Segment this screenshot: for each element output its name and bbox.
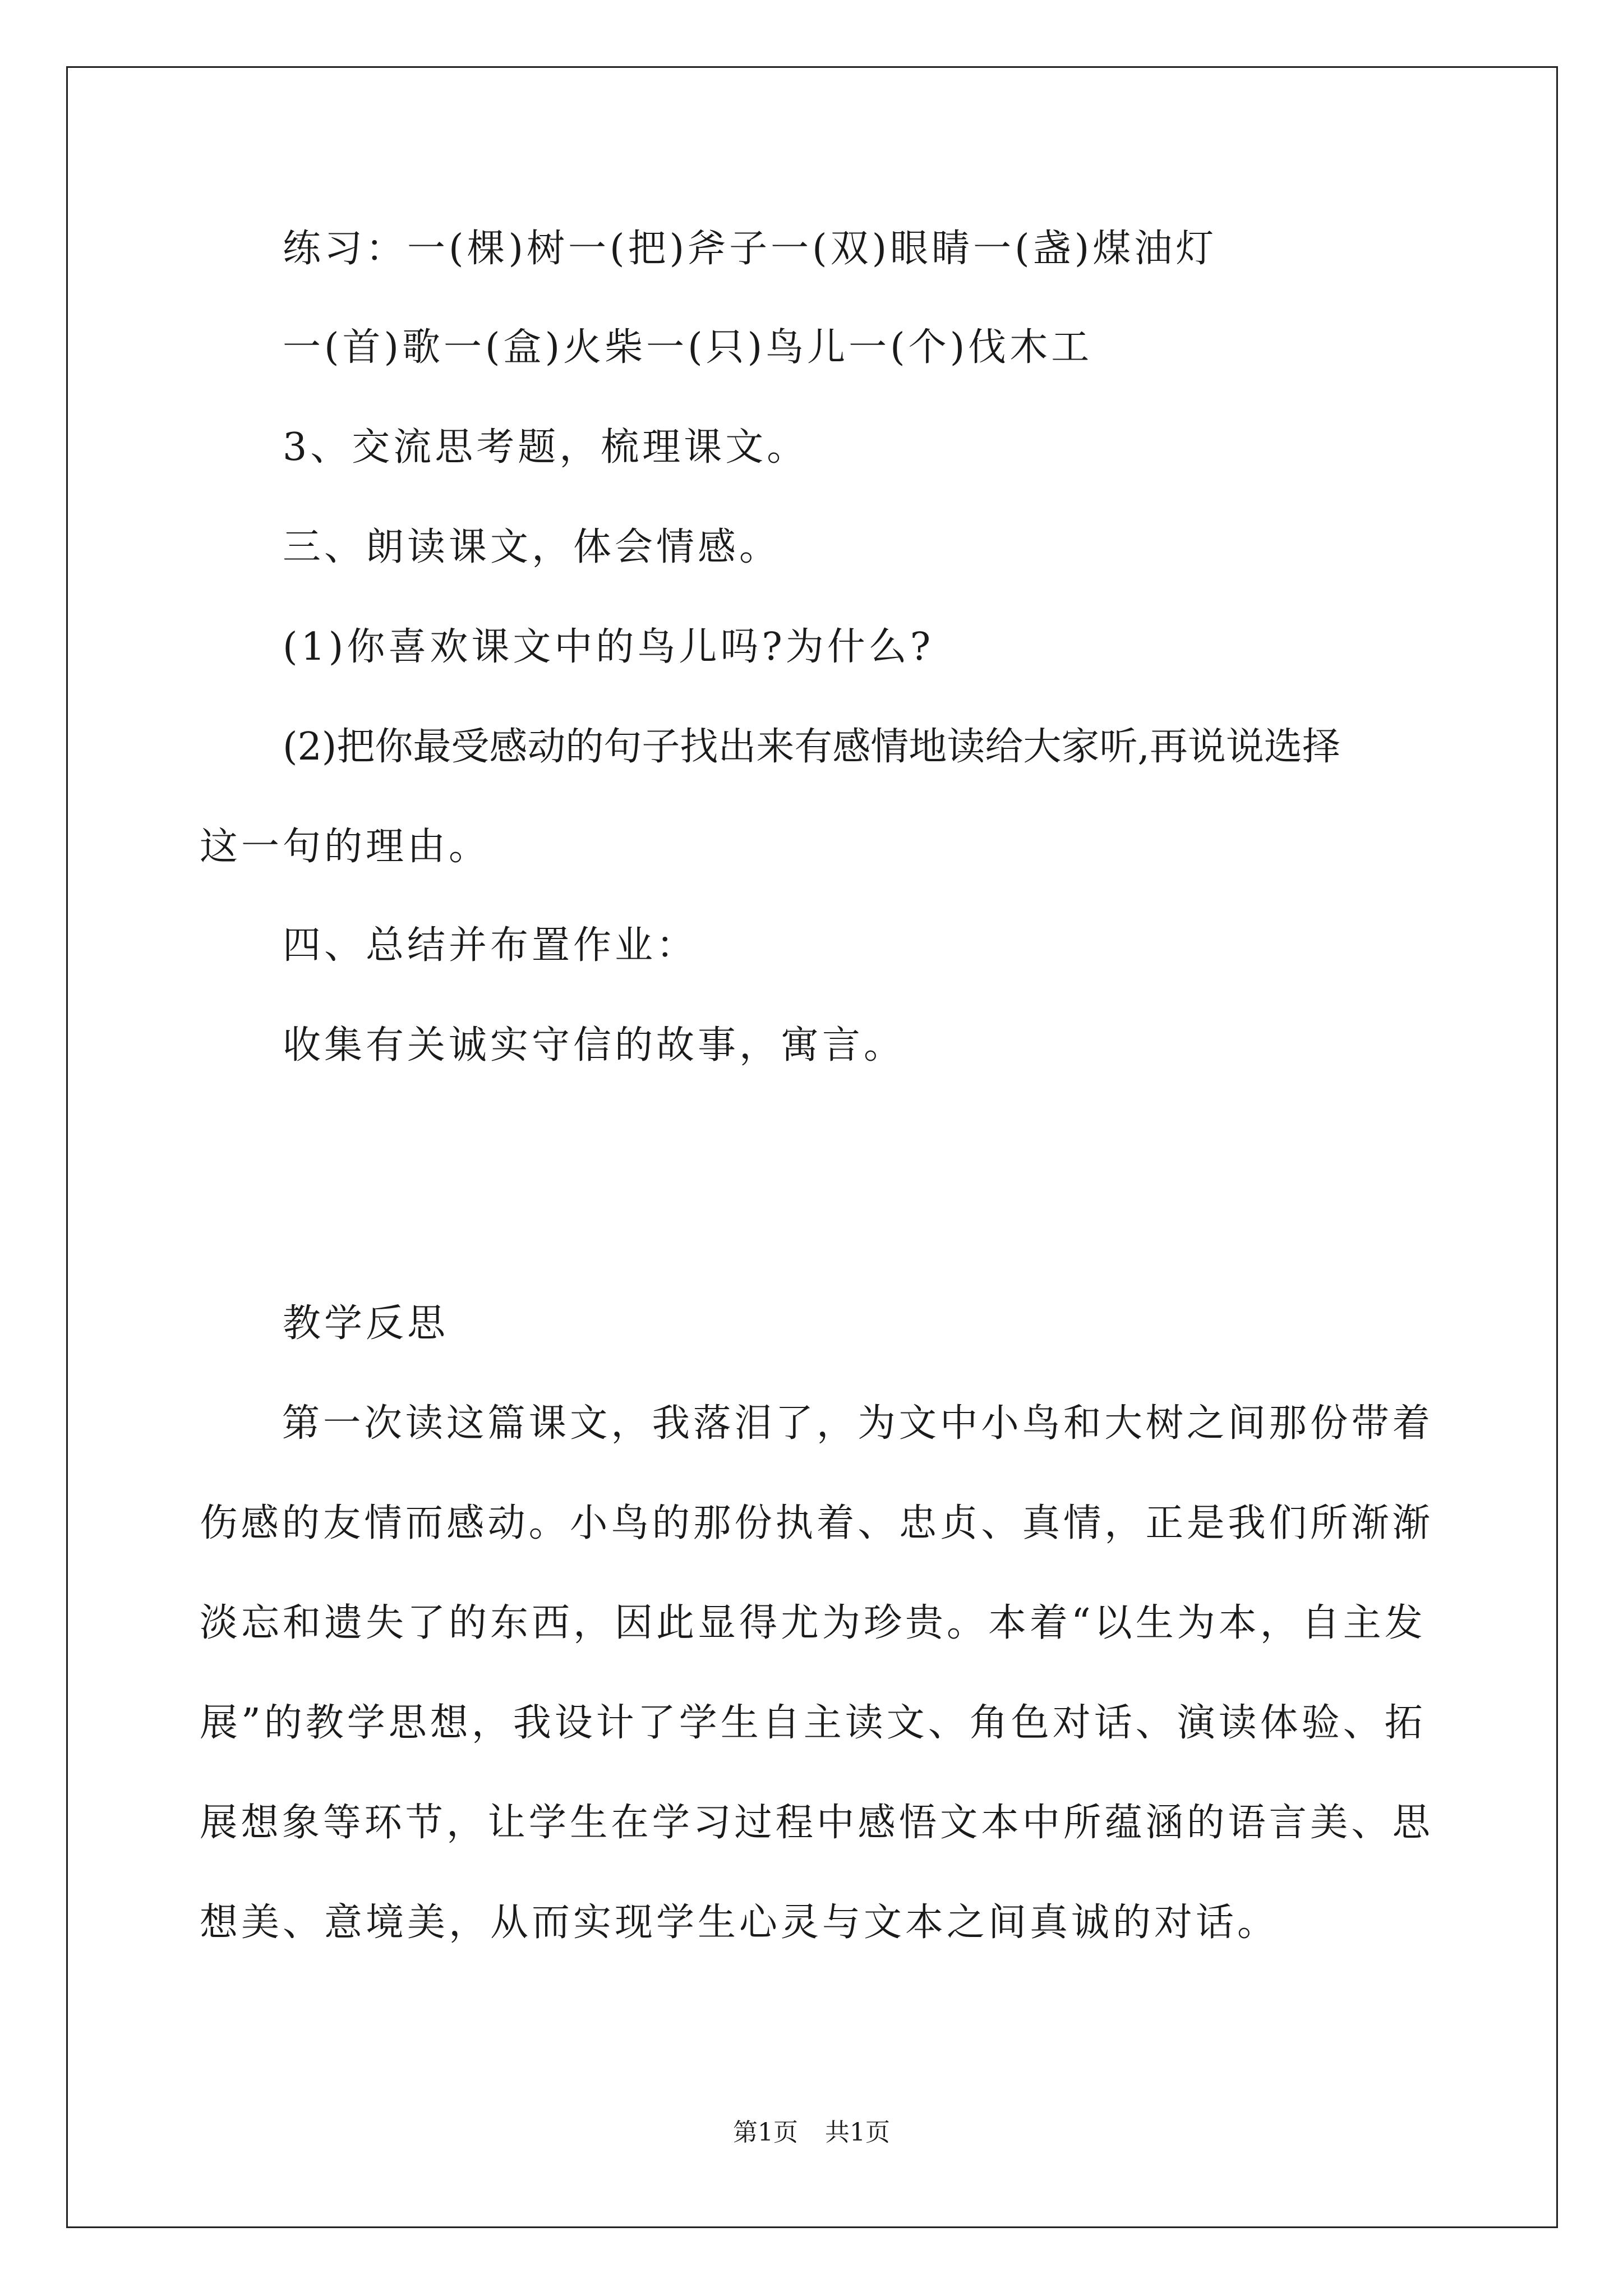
reflection-line-5: 展想象等环节，让学生在学习过程中感悟文本中所蕴涵的语言美、思	[200, 1801, 1434, 1845]
exercise-line-1: 练习：一(棵)树一(把)斧子一(双)眼睛一(盏)煤油灯	[283, 227, 1218, 271]
section-4-heading: 四、总结并布置作业：	[283, 923, 698, 968]
section-3-heading: 三、朗读课文，体会情感。	[283, 525, 781, 569]
reflection-line-1: 第一次读这篇课文，我落泪了，为文中小鸟和大树之间那份带着	[282, 1401, 1434, 1446]
homework-line: 收集有关诚实守信的故事，寓言。	[283, 1023, 906, 1068]
reflection-heading: 教学反思	[283, 1301, 449, 1346]
page-total: 共1页	[825, 2118, 890, 2147]
reflection-line-3: 淡忘和遗失了的东西，因此显得尤为珍贵。本着“以生为本，自主发	[200, 1601, 1426, 1645]
reflection-line-4: 展”的教学思想，我设计了学生自主读文、角色对话、演读体验、拓	[200, 1701, 1426, 1745]
exercise-line-2: 一(首)歌一(盒)火柴一(只)鸟儿一(个)伐木工	[283, 325, 1093, 370]
question-1: (1)你喜欢课文中的鸟儿吗?为什么?	[283, 625, 934, 669]
reflection-line-2: 伤感的友情而感动。小鸟的那份执着、忠贞、真情，正是我们所渐渐	[200, 1501, 1434, 1545]
page-number: 第1页	[733, 2118, 798, 2147]
question-2-line-2: 这一句的理由。	[200, 825, 491, 869]
question-2-line-1: (2)把你最受感动的句子找出来有感情地读给大家听,再说说选择	[283, 725, 1340, 769]
reflection-line-6: 想美、意境美，从而实现学生心灵与文本之间真诚的对话。	[200, 1901, 1279, 1945]
page-footer	[0, 2120, 1623, 2145]
step-3-line: 3、交流思考题，梳理课文。	[283, 425, 809, 470]
